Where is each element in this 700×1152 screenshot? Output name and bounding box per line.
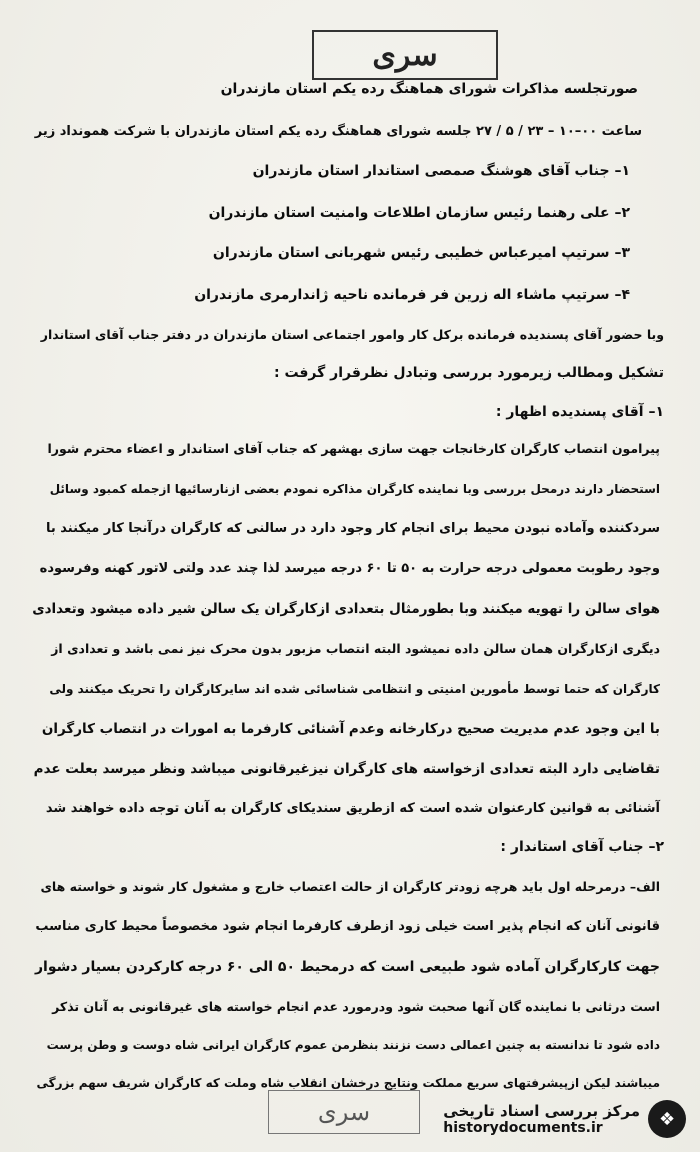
- watermark-url[interactable]: historydocuments.ir: [443, 1120, 603, 1136]
- text-line: کارگران که حتما توسط مأمورین امنیتی و انتظامی شناسائی شده اند سایرکارگران را تحریک میکنند ولی: [49, 682, 660, 696]
- attendee-line: ۴– سرتیپ ماشاء اله زرین فر فرمانده ناحیه ژاندارمری مازندران: [194, 287, 630, 303]
- attendee-line: ۳– سرتیپ امیرعباس خطیبی رئیس شهربانی استان مازندران: [212, 245, 630, 261]
- section-heading: ۲– جناب آقای استاندار :: [500, 839, 664, 855]
- text-line: هوای سالن را تهویه میکنند وبا بطورمثال بتعدادی ازکارگران یک سالن شیر داده میشود وتعدادی: [32, 601, 660, 617]
- text-line: وجود رطوبت معمولی درجه حرارت به ۵۰ تا ۶۰ درجه میرسد لذا چند عدد ولتی لاتور کهنه وفرسوده: [39, 561, 660, 576]
- text-line: آشنائی به قوانین کارعنوان شده است که ازطریق سندیکای کارگران به آنان توجه داده خواهند شد: [45, 801, 660, 816]
- text-line: جهت کارکارگران آماده شود طبیعی است که درمحیط ۵۰ الی ۶۰ درجه کارکردن بسیار دشوار: [34, 959, 660, 975]
- archive-logo-icon: ❖: [648, 1100, 686, 1138]
- secret-stamp-label: سری: [317, 1098, 371, 1126]
- watermark-title: مرکز بررسی اسناد تاریخی: [443, 1102, 640, 1120]
- text-line: است درثانی با نماینده گان آنها صحبت شود ودرمورد عدم انجام خواسته های غیرقانونی به آنان تذکر: [52, 999, 660, 1014]
- attendee-line: ۱– جناب آقای هوشنگ صمصی استاندار استان مازندران: [252, 163, 630, 179]
- secret-stamp-label: سری: [372, 37, 438, 73]
- section-heading: ۱– آقای پسندیده اظهار :: [495, 404, 664, 420]
- text-line: داده شود تا ندانسته به چنین اعمالی دست نزنند بنظرمن عموم کارگران ایرانی شاه دوست و وطن پرست: [46, 1038, 660, 1052]
- attendee-line: ۲– علی رهنما رئیس سازمان اطلاعات وامنیت استان مازندران: [208, 205, 630, 221]
- text-line: الف– درمرحله اول باید هرچه زودتر کارگران از حالت اعتصاب خارج و مشغول کار شوند و خواسته های: [40, 879, 660, 894]
- text-line: تشکیل ومطالب زیرمورد بررسی وتبادل نظرقرار گرفت :: [273, 365, 664, 381]
- text-line: وبا حضور آقای پسندیده فرمانده برکل کار وامور اجتماعی استان مازندران در دفتر جناب آقای استاندار: [40, 327, 664, 342]
- secret-stamp-top: [312, 30, 498, 80]
- text-line: دیگری ازکارگران همان سالن داده نمیشود البته انتصاب مزبور بدون محرک نیز نمی باشد و تعدادی از: [51, 641, 660, 656]
- text-line: با این وجود عدم مدیریت صحیح درکارخانه وعدم آشنائی کارفرما به امورات در انتصاب کارگران: [41, 721, 660, 737]
- text-line: تقاضایی دارد البته تعدادی ازخواسته های کارگران نیزغیرقانونی میباشد ونظر میرسد بعلت عدم: [33, 761, 660, 777]
- text-line: میباشند لیکن ازپیشرفتهای سریع مملکت ونتایج درخشان انقلاب شاه وملت که کارگران شریف سهم بزرگی: [36, 1076, 660, 1090]
- text-line: سردکننده وآماده نبودن محیط برای انجام کار وجود دارد در سالنی که کارگران درآنجا کار میکنند با: [45, 521, 660, 536]
- watermark: [396, 1096, 686, 1142]
- text-line: ساعت ۰۰–۱۰ – ۲۳ / ۵ / ۲۷ جلسه شورای هماهنگ رده یکم استان مازندران با شرکت همونداد زیر: [34, 124, 642, 139]
- text-line: پیرامون انتصاب کارگران کارخانجات جهت سازی بهشهر که جناب آقای استاندار و اعضاء محترم شورا: [47, 441, 660, 456]
- text-line: استحضار دارند درمحل بررسی وبا نماینده کارگران مذاکره نمودم بعضی ازنارسائیها ازجمله کمبود وسائل: [49, 482, 660, 496]
- document-title: صورتجلسه مذاکرات شورای هماهنگ رده یکم استان مازندران: [220, 81, 638, 97]
- text-line: قانونی آنان که انجام پذیر است خیلی زود ازطرف کارفرما انجام شود مخصوصاً محیط کاری مناسب: [35, 919, 660, 934]
